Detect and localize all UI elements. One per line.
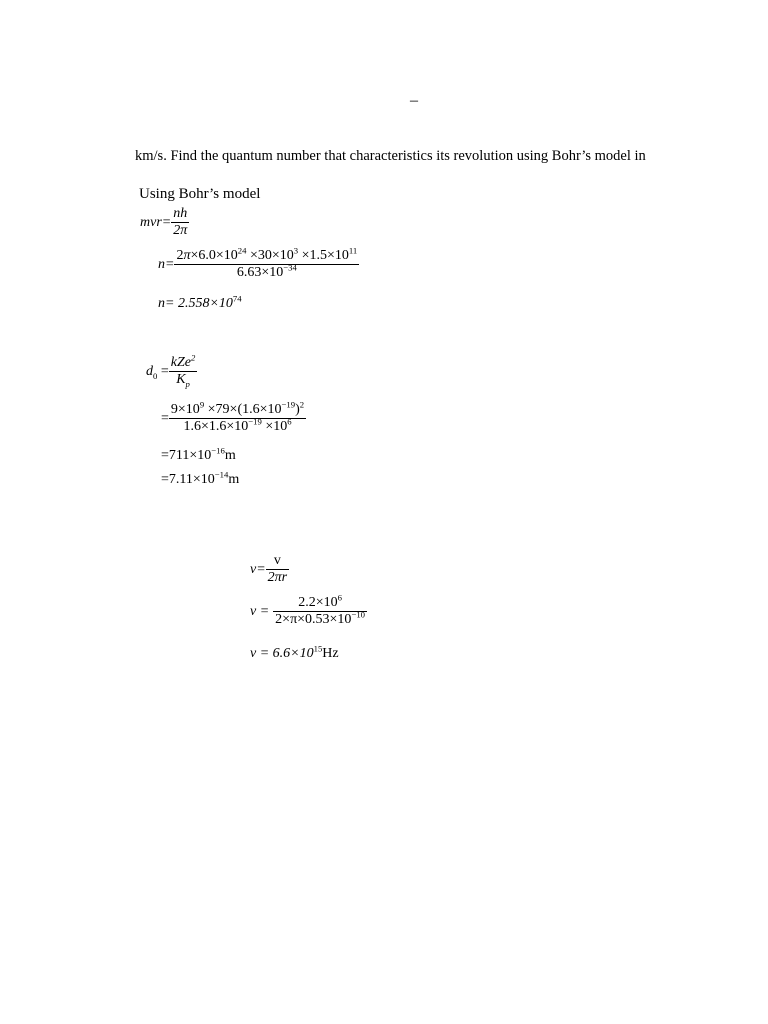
equation-frequency-substitution: v = $\frac{2.2\times 10^6}{2\times\pi\times 0.53\times 10^{-10}}$ [250, 592, 366, 627]
equation-d0-definition: $d_0$ = $\frac{kZe^2}{K_p}$ [146, 352, 196, 389]
equation-denominator: $6.63\times 10^{-34}$ [174, 264, 359, 281]
equation-denominator: $1.6\times 1.6\times 10^{-19} \times 10^6$ [169, 418, 306, 435]
equation-denominator: $K_p$ [169, 371, 198, 388]
equation-n-substitution [158, 245, 359, 281]
equation-bohr-angular-momentum [140, 206, 189, 239]
equation-lhs: mvr= [140, 214, 172, 230]
equation-numerator: v [273, 553, 281, 568]
equation-lhs: n= [158, 256, 175, 272]
section-heading: Using Bohr’s model [139, 186, 261, 202]
equation-numerator: nh [173, 206, 188, 221]
header-dash: – [410, 92, 418, 109]
equation-n-result: $n= 2.558\times 10^{74}$ [158, 293, 242, 311]
equation-numerator: $9\times 10^9 \times 79\times(1.6\times 10^{-19})^2$ [170, 399, 305, 417]
equation-frequency-result: $v = 6.6\times 10^{15}Hz$ [250, 643, 339, 661]
equation-denominator: 2π [173, 223, 188, 238]
equation-frequency-definition: v= $\frac{v}{2\pi r}$ [250, 553, 288, 585]
equation-d0-substitution: = $\frac{9\times 10^9 \times 79\times(1.6\times 10^{-19})^2}{1.6\times 1.6\times 10^{-19} \times 10^6}$ [161, 399, 305, 434]
equation-d0-result-1: $=711\times 10^{-16}m$ [161, 445, 236, 463]
equation-denominator: $2\times\pi\times 0.53\times 10^{-10}$ [275, 609, 366, 627]
equation-numerator: $2\pi\times 6.0\times 10^{24} \times 30\times 10^3 \times 1.5\times 10^{11}$ [176, 245, 358, 263]
equation-denominator: 2πr [267, 570, 288, 585]
problem-text: km/s. Find the quantum number that characteristics its revolution using Bohr’s model in [135, 148, 646, 164]
equation-numerator: $2.2\times 10^6$ [298, 592, 342, 610]
equation-numerator: kZe$^2$ [170, 352, 196, 370]
equation-d0-result-2: $=7.11\times 10^{-14}m$ [161, 469, 240, 487]
